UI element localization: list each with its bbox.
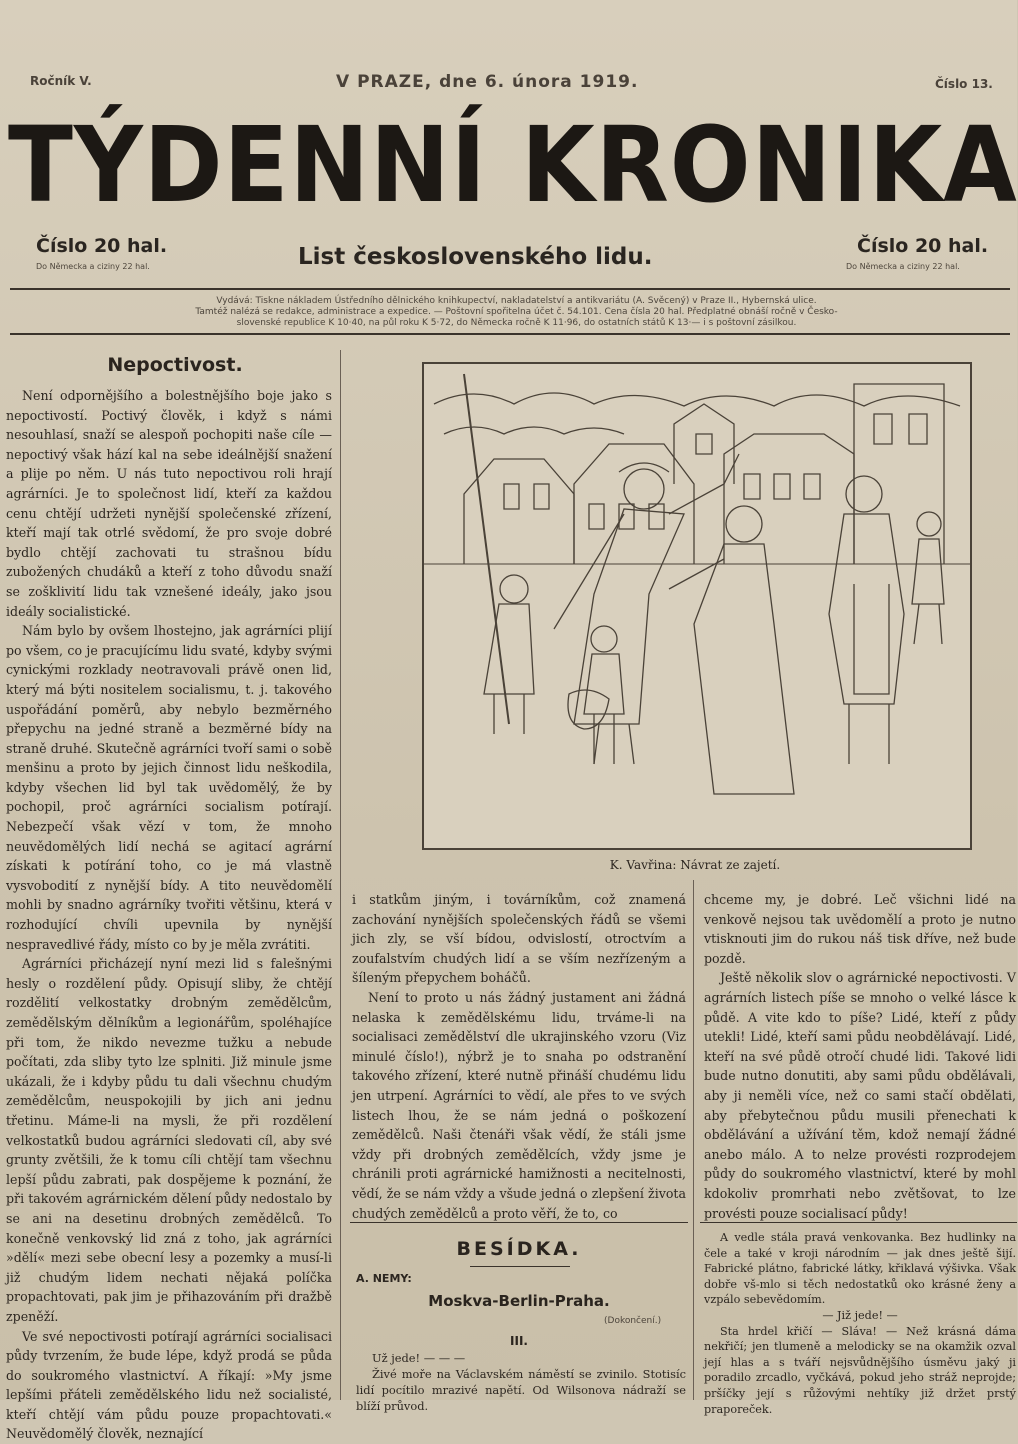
header-rule-bottom bbox=[10, 333, 1010, 335]
middle-paragraph: i statkům jiným, i továrníkům, což znamená zachování nynějších společenských řádů se všemi jich zly, se vší bídou, odvislostí, otroctvím a zoufalstvím chudých lidí a se vším nezřízeným a šíleným přepychem boháčů. bbox=[352, 890, 686, 988]
besidka-right-paragraph: — Již jede! — bbox=[704, 1308, 1016, 1324]
article-paragraph: Ve své nepoctivosti potírají agrárníci socialisaci půdy tvrzením, že bude lépe, když prodá se půda do soukromého vlastnictví. A říkají: »My jsme lepšími přáteli zemědělského lidu než socialisté, kteří chtějí vám půdu pouze propachtovati.« Neuvědomělý člověk, neznající bbox=[6, 1327, 332, 1444]
imprint-line-3: slovenské republice K 10·40, na půl roku K 5·72, do Německa ročně K 11·96, do ostatních států K 13·— i s poštovní zásilkou. bbox=[24, 318, 1009, 329]
besidka-body bbox=[356, 1350, 686, 1400]
besidka-right-column bbox=[704, 1230, 1016, 1400]
besidka-rule bbox=[350, 1222, 688, 1223]
price-left-foreign: Do Německa a ciziny 22 hal. bbox=[36, 262, 150, 271]
illustration-drawing bbox=[424, 364, 970, 848]
subtitle: List československého lidu. bbox=[298, 244, 652, 270]
besidka-line: Živé moře na Václavském náměstí se zvinilo. Stotisíc lidí pocítilo mrazivé napětí. Od Wilsonova nádraží se blíží průvod. bbox=[356, 1366, 686, 1414]
middle-column bbox=[352, 890, 686, 1223]
illustration-caption: K. Vavřina: Návrat ze zajetí. bbox=[422, 858, 968, 872]
besidka-underline bbox=[470, 1266, 570, 1267]
illustration-frame bbox=[422, 362, 972, 850]
right-rule bbox=[700, 1222, 1017, 1223]
imprint-line-1: Vydává: Tiskne nákladem Ústředního dělnického knihkupectví, nakladatelství a antikvariátu (A. Svěcený) v Praze II., Hybernská ulice. bbox=[24, 296, 1009, 307]
column-separator-2 bbox=[693, 880, 694, 1400]
middle-paragraph: Není to proto u nás žádný justament ani žádná nelaska k zemědělskému lidu, trváme-li na socialisaci zemědělství dle ukrajinského vzoru (Viz minulé číslo!), nýbrž je to snaha po odstranění takového zřízení, které nutně přináší chudému lidu jen utrpení. Agrárníci to vědí, ale přes to ve svých listech lhou, že se nám jedná o poškození zemědělců. Naši čtenáři však vědí, že stáli jsme vždy při drobných zemědělcích, vždy jsme je chránili proti agrárnické hamižnosti a necitelnosti, vědí, že se nám vždy a všude jedná o zlepšení života chudých zemědělců a proto věří, že to, co bbox=[352, 988, 686, 1223]
article-title: Nepoctivost. bbox=[10, 354, 340, 376]
column-separator-1 bbox=[340, 350, 341, 1400]
price-right-foreign: Do Německa a ciziny 22 hal. bbox=[846, 262, 960, 271]
article-paragraph: Nám bylo by ovšem lhostejno, jak agrárníci plijí po všem, co je pracujícímu lidu svaté, kdyby svými cynickými rozklady neotravovali právě onen lid, který má býti nositelem socialismu, t. j. takového uspořádání poměrů, aby nebylo bezměrného přepychu na jedné straně a bezměrné bídy na straně druhé. Skutečně agrárníci tvoří sami o sobě menšinu a proto by jejich činnost lidu neškodila, kdyby všechen lid byl tak uvědomělý, že by pochopil, proč agrárníci socialism potírají. Nebezpečí však vězí v tom, že mnoho neuvědomělých lidí nechá se agitací agrární získati k potírání toho, co je má vlastně vysvobodití z nynější bídy. A tito neuvědomělí mohli by snadno agrárníky tvořiti většinu, která v rozhodující chvíli upevnila by nynější nespravedlivé řády, místo co by je měla zvrátiti. bbox=[6, 621, 332, 954]
besidka-author: A. NEMY: bbox=[356, 1272, 412, 1285]
price-left: Číslo 20 hal. bbox=[36, 235, 167, 257]
dateline: V PRAZE, dne 6. února 1919. bbox=[336, 72, 638, 92]
besidka-line: Už jede! — — — bbox=[356, 1350, 686, 1366]
story-title: Moskva-Berlin-Praha. bbox=[350, 1292, 688, 1310]
chapter-number: III. bbox=[350, 1334, 688, 1348]
price-right: Číslo 20 hal. bbox=[857, 235, 988, 257]
masthead-title: TÝDENNÍ KRONIKA bbox=[8, 100, 1018, 230]
story-note: (Dokončení.) bbox=[604, 1316, 661, 1326]
imprint bbox=[24, 296, 1009, 329]
right-column bbox=[704, 890, 1016, 1215]
imprint-line-2: Tamtéž nalézá se redakce, administrace a expedice. — Poštovní spořitelna účet č. 54.101. Cena čísla 20 hal. Předplatné obnáší ročně v Česko- bbox=[24, 307, 1009, 318]
article-paragraph: Agrárníci přicházejí nyní mezi lid s falešnými hesly o rozdělení půdy. Opisují sliby, že chtějí rozdělití velkostatky drobným zemědělcům, zemědělským dělníkům a legionářům, spoléhajíce při tom, že nikdo nevezme tužku a nebude počítati, zda sliby tyto lze splniti. Již minule jsme ukázali, že i kdyby půdu tu dali všechnu chudým zemědělcům, neuspokojili by jich ani jednu třetinu. Máme-li na mysli, že při rozdělení velkostatků budou agrárníci sledovati cíl, aby své grunty zvětšili, že k tomu cíli chtějí tam všechnu lepší půdu zabrati, pak dospějeme k poznání, že při takovém agrárnickém dělení půdy nedostalo by se ani na desetinu drobných zemědělců. To konečně venkovský lid zná z toho, jak agrárníci »dělí« mezi sebe obecní lesy a pozemky a musí-li již chudým lidem nechati nějaká políčka propachtovati, pak jim je přihazováním při dražbě zpeněží. bbox=[6, 954, 332, 1326]
besidka-right-paragraph: A vedle stála pravá venkovanka. Bez hudlinky na čele a také v kroji národním — jak dnes ještě šijí. Fabrické plátno, fabrické látky, křiklavá výšivka. Však dobře vš-mlo si těch nedostatků oko krásné ženy a vzpálo sebevědomím. bbox=[704, 1230, 1016, 1308]
right-paragraph: chceme my, je dobré. Leč všichni lidé na venkově nejsou tak uvědomělí a proto je nutno vtisknouti jim do rukou náš tisk dříve, než bude pozdě. bbox=[704, 890, 1016, 968]
right-paragraph: Ještě několik slov o agrárnické nepoctivosti. V agrárních listech píše se mnoho o velké lásce k půdě. A vite kdo to píše? Lidé, kteří z půdy utekli! Lidé, kteří sami půdu neobdělávají. Lidé, kteří na své půdě otročí chudé lidi. Takové lidi bude nutno donutiti, aby sami půdu obdělávali, aby ji neměli více, než co sami stačí obdělati, aby přebytečnou půdu musili přenechati k obdělávání a užívání těm, kdož nemají žádné anebo málo. A to nelze provésti rozprodejem půdy do soukromého vlastnictví, které by mohl kdokoliv promrhati nebo zvětšovat, to lze provésti pouze socialisací půdy! bbox=[704, 968, 1016, 1223]
header-rule-top bbox=[10, 288, 1010, 290]
volume-label: Ročník V. bbox=[30, 74, 92, 88]
article-body bbox=[6, 386, 332, 1400]
article-paragraph: Není odpornějšího a bolestnějšího boje jako s nepoctivostí. Poctivý člověk, i když s námi nesouhlasí, snaží se alespoň pochopiti naše cíle — nepoctivý však hází kal na sebe ideálnější snažení a plije po něm. U nás tuto nepoctivou roli hrají agrárníci. Je to společnost lidí, kteří za každou cenu chtějí udržeti nynější společenské zřízení, kteří mají tak otrlé svědomí, že pro svoje dobré bydlo chtějí zachovati tu strašnou bídu zubožených chudáků a kteří z toho důvodu snaží se zošklivití lidu tak vznešené ideály, jako jsou ideály socialistické. bbox=[6, 386, 332, 621]
issue-number: Číslo 13. bbox=[935, 77, 993, 91]
besidka-title: BESÍDKA. bbox=[350, 1238, 688, 1260]
besidka-right-paragraph: Sta hrdel křičí — Sláva! — Než krásná dáma nekřičí; jen tlumeně a melodicky se na okamžik ozval její hlas a s tváří nejsvůdnějšího úsměvu jaký ji poradilo zrcadlo, vyčkává, pokud jeho stráž neprojde; pršíčky její s růžovými nehtíky již držet prstý praporeček. bbox=[704, 1324, 1016, 1418]
